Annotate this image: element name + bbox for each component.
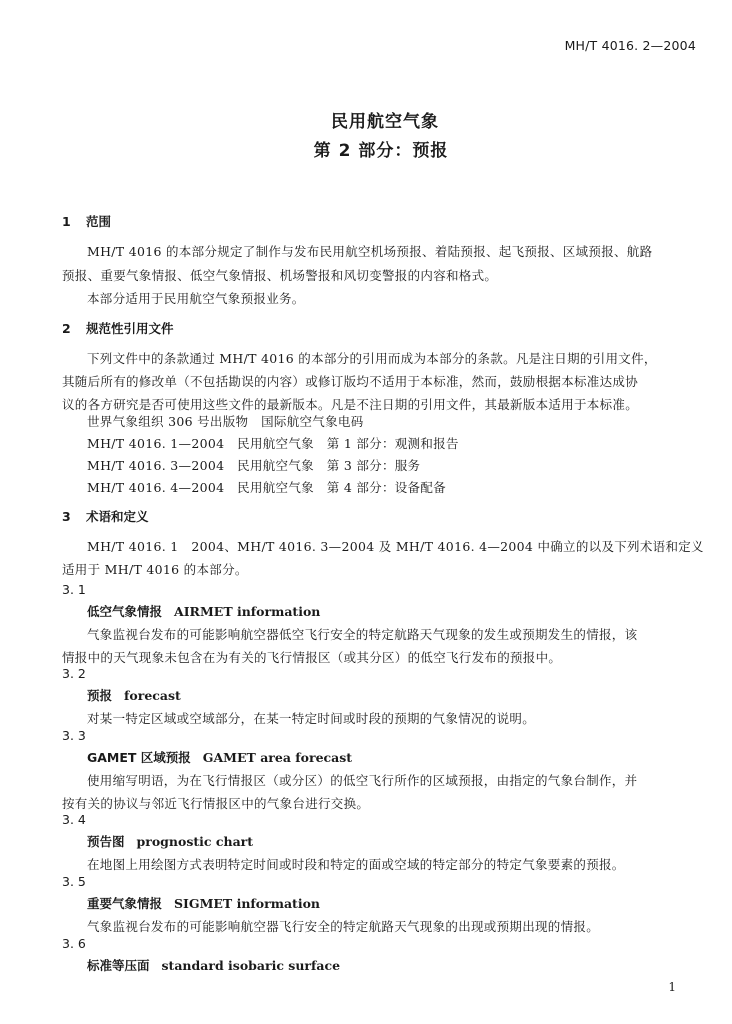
term-heading [87,956,340,974]
term-zh: 预告图 [87,834,125,849]
term-zh: 预报 [87,688,113,703]
section-heading-terms [62,507,149,525]
definition-line: 对某一特定区域或空域部分，在某一特定时间或时段的预期的气象情况的说明。 [87,711,536,726]
term-en: AIRMET information [174,604,321,619]
paragraph-line: 预报、重要气象情报、低空气象情报、机场警报和风切变警报的内容和格式。 [62,268,498,283]
standard-number: MH/T 4016. 2—2004 [564,38,696,53]
term-en: standard isobaric surface [161,958,341,973]
paragraph-line: MH/T 4016. 1 2004、MH/T 4016. 3—2004 及 MH/T 4016. 4—2004 中确立的以及下列术语和定义 [87,539,704,554]
paragraph-line: 适用于 MH/T 4016 的本部分。 [62,562,248,577]
section-number: 3 [62,509,71,524]
section-title: 术语和定义 [86,509,149,524]
term-heading [87,894,320,912]
definition-line: 气象监视台发布的可能影响航空器低空飞行安全的特定航路天气现象的发生或预期发生的情报，该 [87,627,638,642]
definition-line: 在地图上用绘图方式表明特定时间或时段和特定的面或空域的特定部分的特定气象要素的预报。 [87,857,625,872]
term-zh: 标准等压面 [87,958,150,973]
reference-item: MH/T 4016. 3—2004 民用航空气象 第 3 部分：服务 [87,458,421,473]
reference-item: MH/T 4016. 4—2004 民用航空气象 第 4 部分：设备配备 [87,480,446,495]
term-en: prognostic chart [136,834,254,849]
paragraph-line: 其随后所有的修改单（不包括勘误的内容）或修订版均不适用于本标准，然而，鼓励根据本标准达成协 [62,374,639,389]
paragraph-line: 下列文件中的条款通过 MH/T 4016 的本部分的引用而成为本部分的条款。凡是注日期的引用文件， [87,351,657,366]
document-title: 民用航空气象 [331,112,439,132]
clause-number: 3. 3 [62,728,86,743]
term-en: GAMET area forecast [202,750,353,765]
section-number: 1 [62,214,71,229]
definition-line: 使用缩写明语，为在飞行情报区（或分区）的低空飞行所作的区域预报，由指定的气象台制作，并 [87,773,638,788]
reference-item: 世界气象组织 306 号出版物 国际航空气象电码 [87,414,364,429]
term-heading [87,602,320,620]
term-en: SIGMET information [174,896,320,911]
paragraph-line: 议的各方研究是否可使用这些文件的最新版本。凡是不注日期的引用文件，其最新版本适用于本标准。 [62,397,639,412]
paragraph-line: 本部分适用于民用航空气象预报业务。 [87,291,305,306]
clause-number: 3. 1 [62,582,86,597]
term-zh: 重要气象情报 [87,896,163,911]
term-zh: 低空气象情报 [87,604,163,619]
clause-number: 3. 5 [62,874,86,889]
term-zh: GAMET 区域预报 [87,750,191,765]
term-heading [87,686,181,704]
definition-line: 气象监视台发布的可能影响航空器飞行安全的特定航路天气现象的出现或预期出现的情报。 [87,919,600,934]
section-title: 规范性引用文件 [86,321,174,336]
clause-number: 3. 4 [62,812,86,827]
term-heading [87,748,352,766]
document-subtitle: 第 2 部分：预报 [313,141,449,161]
clause-number: 3. 2 [62,666,86,681]
paragraph-line: MH/T 4016 的本部分规定了制作与发布民用航空机场预报、着陆预报、起飞预报、区域预报、航路 [87,244,653,259]
section-title: 范围 [86,214,112,229]
reference-item: MH/T 4016. 1—2004 民用航空气象 第 1 部分：观测和报告 [87,436,459,451]
definition-line: 按有关的协议与邻近飞行情报区中的气象台进行交换。 [62,796,370,811]
section-heading-scope [62,212,111,230]
page-number: 1 [668,980,676,994]
term-heading [87,832,253,850]
term-en: forecast [124,688,181,703]
section-heading-normative-references [62,319,174,337]
clause-number: 3. 6 [62,936,86,951]
section-number: 2 [62,321,71,336]
definition-line: 情报中的天气现象未包含在为有关的飞行情报区（或其分区）的低空飞行发布的预报中。 [62,650,562,665]
